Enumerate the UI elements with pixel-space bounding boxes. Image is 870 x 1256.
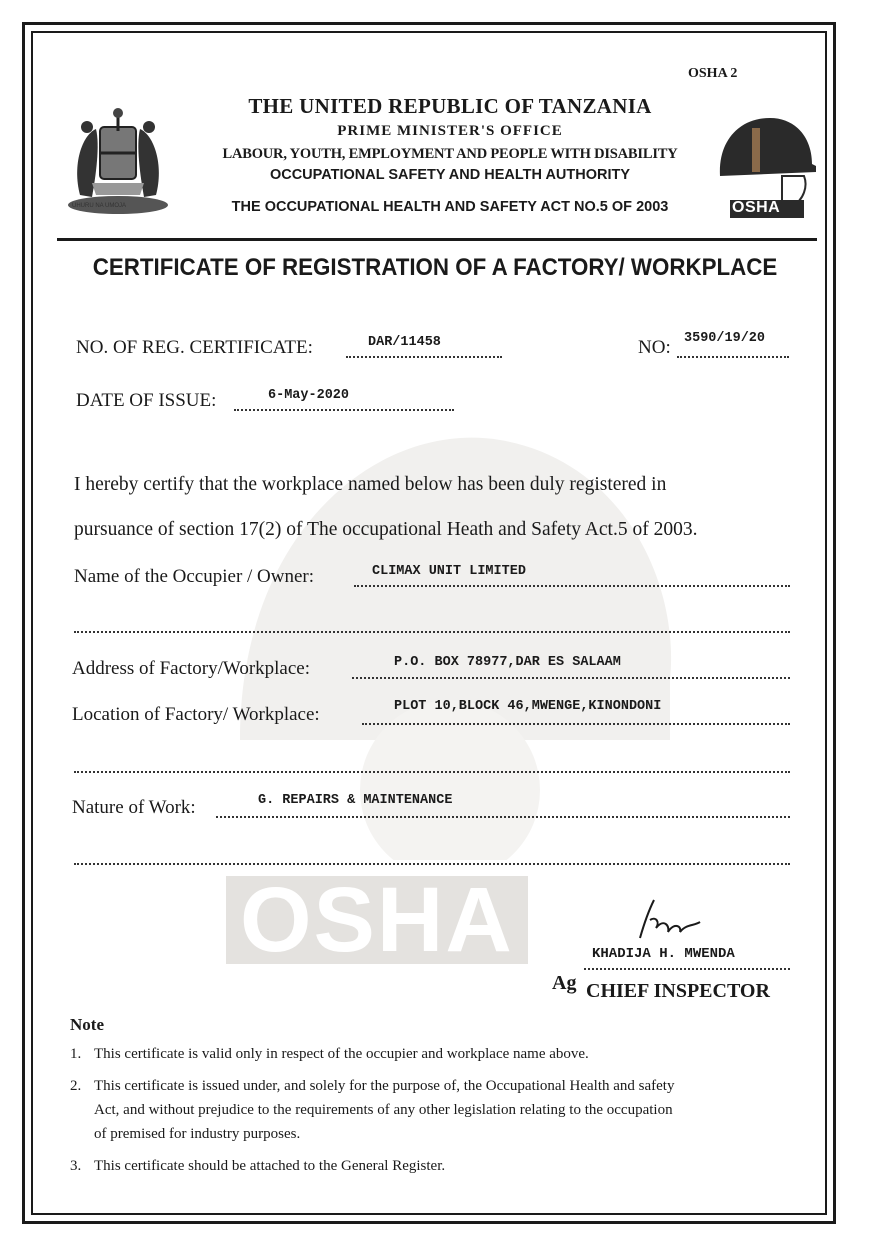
owner-dots [354, 585, 790, 587]
certify-line-2: pursuance of section 17(2) of The occupational Heath and Safety Act.5 of 2003. [74, 519, 698, 540]
acting-prefix: Ag [552, 972, 577, 994]
nature-label: Nature of Work: [72, 797, 196, 818]
date-label: DATE OF ISSUE: [76, 390, 217, 411]
header-rule [57, 238, 817, 241]
note-2-line-3: of premised for industry purposes. [94, 1126, 301, 1142]
date-value: 6-May-2020 [268, 388, 350, 403]
address-label: Address of Factory/Workplace: [72, 658, 311, 679]
note-2-number: 2. [70, 1078, 82, 1094]
signature-dots [584, 968, 790, 970]
helmet-watermark-icon [200, 380, 700, 860]
owner-label: Name of the Occupier / Owner: [74, 566, 315, 587]
location-dots-2 [74, 771, 790, 773]
form-code: OSHA 2 [688, 66, 738, 81]
office-heading: PRIME MINISTER'S OFFICE [337, 123, 563, 139]
location-label: Location of Factory/ Workplace: [72, 704, 320, 725]
no-label: NO: [638, 337, 671, 358]
ministry-heading: LABOUR, YOUTH, EMPLOYMENT AND PEOPLE WITH DISABILITY [222, 146, 678, 162]
note-heading: Note [70, 1015, 104, 1034]
note-2-line-2: Act, and without prejudice to the requirements of any other legislation relating to the occupation [94, 1102, 673, 1118]
coat-of-arms-icon [62, 105, 174, 217]
nature-dots-2 [74, 863, 790, 865]
location-dots [362, 723, 790, 725]
certify-line-1: I hereby certify that the workplace named below has been duly registered in [74, 474, 667, 495]
note-1-number: 1. [70, 1046, 82, 1062]
coat-of-arms-motto: UHURU NA UMOJA [72, 203, 127, 209]
note-3-number: 3. [70, 1158, 82, 1174]
no-dots [677, 356, 789, 358]
signature-scribble-icon [620, 896, 720, 946]
reg-cert-dots [346, 356, 502, 358]
inspector-title: CHIEF INSPECTOR [586, 980, 770, 1002]
note-3-line-1: This certificate should be attached to the General Register. [94, 1158, 446, 1174]
owner-dots-2 [74, 631, 790, 633]
address-value: P.O. BOX 78977,DAR ES SALAAM [394, 655, 621, 670]
reg-cert-label: NO. OF REG. CERTIFICATE: [76, 337, 313, 358]
reg-cert-value: DAR/11458 [368, 335, 441, 350]
inspector-name: KHADIJA H. MWENDA [592, 946, 735, 962]
note-1-line-1: This certificate is valid only in respect of the occupier and workplace name above. [94, 1046, 589, 1062]
authority-heading: OCCUPATIONAL SAFETY AND HEALTH AUTHORITY [269, 167, 631, 183]
nature-dots [216, 816, 790, 818]
location-value: PLOT 10,BLOCK 46,MWENGE,KINONDONI [394, 699, 662, 714]
nature-value: G. REPAIRS & MAINTENANCE [258, 793, 453, 808]
osha-watermark: OSHA [226, 876, 528, 964]
act-heading: THE OCCUPATIONAL HEALTH AND SAFETY ACT NO.5 OF 2003 [231, 199, 669, 215]
no-value: 3590/19/20 [684, 331, 766, 346]
certificate-title: CERTIFICATE OF REGISTRATION OF A FACTORY/ WORKPLACE [92, 254, 778, 281]
osha-logo-text: OSHA [732, 199, 781, 216]
address-dots [352, 677, 790, 679]
country-heading: THE UNITED REPUBLIC OF TANZANIA [248, 94, 652, 118]
date-dots [234, 409, 454, 411]
note-2-line-1: This certificate is issued under, and solely for the purpose of, the Occupational Health and safety [94, 1078, 675, 1094]
owner-value: CLIMAX UNIT LIMITED [372, 564, 526, 579]
